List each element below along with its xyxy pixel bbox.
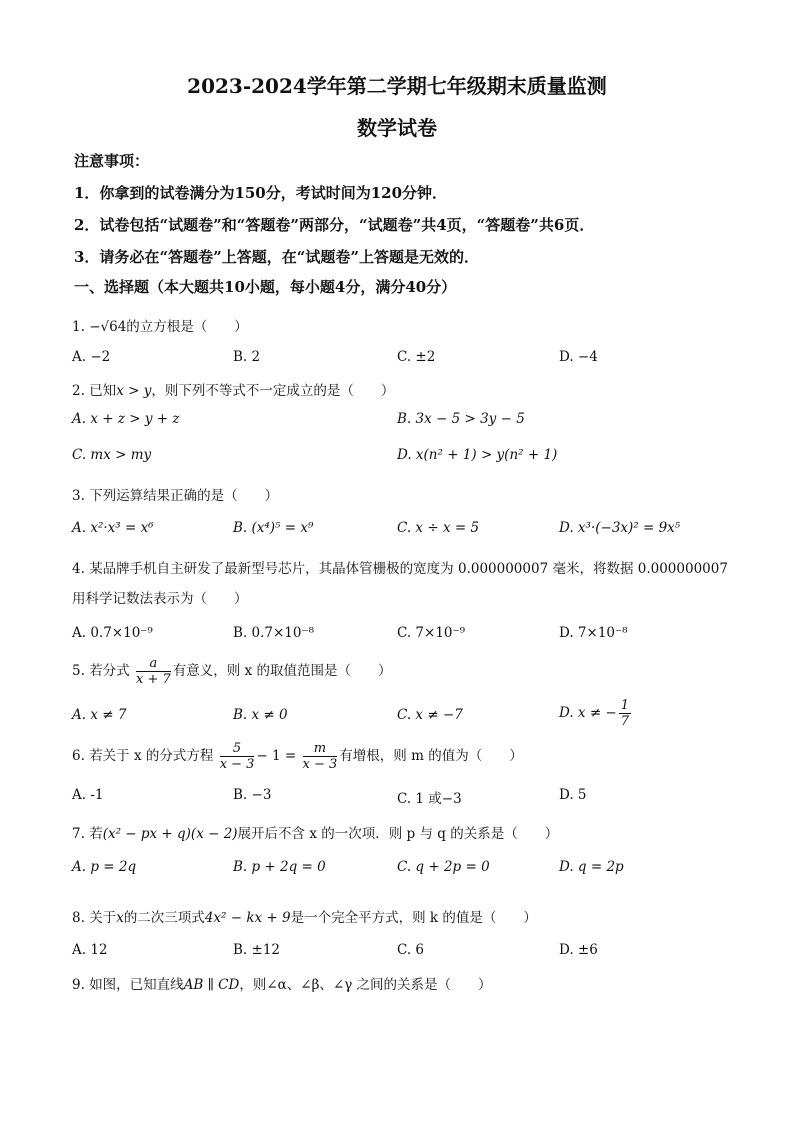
question-3 xyxy=(72,484,278,504)
option-b[interactable]: B. p + 2q = 0 xyxy=(233,859,326,875)
question-stem: 有增根，则 m 的值为（ ） xyxy=(339,748,523,764)
question-7-options xyxy=(72,859,752,883)
option-c[interactable]: C. 1 或−3 xyxy=(397,791,462,807)
fraction-denominator: x − 3 xyxy=(302,757,338,772)
question-4-line-2: 用科学记数法表示为（ ） xyxy=(72,591,248,607)
math-variable: x xyxy=(116,910,124,926)
question-1-options xyxy=(72,349,752,373)
option-a[interactable]: A. -1 xyxy=(72,787,104,803)
question-6 xyxy=(72,741,523,772)
option-b[interactable]: B. x ≠ 0 xyxy=(233,707,288,723)
exam-title: 2023-2024学年第二学期七年级期末质量监测 xyxy=(187,74,607,98)
fraction-left xyxy=(220,741,255,772)
option-d-text: D. x ≠ − xyxy=(559,705,617,721)
question-8-options xyxy=(72,942,752,966)
question-prefix: 若关于 x 的分式方程 xyxy=(89,748,214,764)
question-prefix: 如图，已知直线 xyxy=(89,977,184,993)
math-expression: −√64 xyxy=(89,319,127,335)
question-prefix: 关于 xyxy=(89,910,117,926)
question-4-options xyxy=(72,625,752,649)
option-b[interactable]: B. 2 xyxy=(233,349,261,365)
option-a[interactable]: A. 0.7×10⁻⁹ xyxy=(72,625,153,641)
question-stem: 是一个完全平方式，则 k 的值是（ ） xyxy=(290,910,537,926)
question-stem: 下列运算结果正确的是（ ） xyxy=(89,488,279,504)
option-c[interactable]: C. 7×10⁻⁹ xyxy=(397,625,466,641)
question-7 xyxy=(72,822,558,842)
option-a[interactable]: A. x ≠ 7 xyxy=(72,707,127,723)
option-d[interactable]: D. q = 2p xyxy=(559,859,624,875)
fraction-numerator: 1 xyxy=(620,698,630,713)
option-a[interactable]: A. 12 xyxy=(72,942,108,958)
option-c[interactable]: C. x ÷ x = 5 xyxy=(397,520,480,536)
question-2-options-row1 xyxy=(72,411,752,435)
fraction-denominator: x − 3 xyxy=(219,757,255,772)
question-stem: 有意义，则 x 的取值范围是（ ） xyxy=(172,663,392,679)
fraction-right xyxy=(303,741,338,772)
option-d[interactable]: D. 5 xyxy=(559,787,587,803)
option-d[interactable]: D. x(n² + 1) > y(n² + 1) xyxy=(397,447,558,463)
question-number: 6. xyxy=(72,748,85,764)
option-a[interactable]: A. x + z > y + z xyxy=(72,411,180,427)
fraction-numerator: a xyxy=(136,656,171,672)
question-2-options-row2 xyxy=(72,447,752,471)
option-c[interactable]: C. mx > my xyxy=(72,447,152,463)
question-prefix: 若分式 xyxy=(89,663,130,679)
option-c[interactable]: C. ±2 xyxy=(397,349,436,365)
option-b[interactable]: B. 3x − 5 > 3y − 5 xyxy=(397,411,525,427)
question-stem: ，则∠α、∠β、∠γ 之间的关系是（ ） xyxy=(239,977,492,993)
question-stem: 展开后不含 x 的一次项．则 p 与 q 的关系是（ ） xyxy=(237,826,559,842)
option-a[interactable]: A. p = 2q xyxy=(72,859,137,875)
section-title: 一、选择题（本大题共10小题，每小题4分，满分40分） xyxy=(74,278,457,296)
equation-middle: − 1 = xyxy=(256,748,297,764)
question-number: 3. xyxy=(72,488,85,504)
option-c[interactable]: C. 6 xyxy=(397,942,425,958)
option-c[interactable]: C. x ≠ −7 xyxy=(397,707,463,723)
option-b[interactable]: B. (x⁴)⁵ = x⁹ xyxy=(233,520,314,536)
exam-subtitle: 数学试卷 xyxy=(357,116,437,140)
option-a[interactable]: A. −2 xyxy=(72,349,111,365)
note-item-2: 2．试卷包括“试题卷”和“答题卷”两部分，“试题卷”共4页，“答题卷”共6页． xyxy=(74,216,595,234)
question-number: 2. xyxy=(72,383,85,399)
question-stem: 的立方根是（ ） xyxy=(126,319,248,335)
option-b[interactable]: B. −3 xyxy=(233,787,272,803)
question-prefix: 已知 xyxy=(89,383,117,399)
option-d[interactable]: D. ±6 xyxy=(559,942,598,958)
question-number: 7. xyxy=(72,826,85,842)
fraction-numerator: 5 xyxy=(220,741,255,757)
question-5 xyxy=(72,656,391,687)
option-d[interactable]: D. 7×10⁻⁸ xyxy=(559,625,628,641)
question-4 xyxy=(72,557,728,577)
fraction-denominator: 7 xyxy=(620,714,630,729)
math-expression: (x² − px + q)(x − 2) xyxy=(102,826,238,842)
note-item-3: 3．请务必在“答题卷”上答题，在“试题卷”上答题是无效的． xyxy=(74,248,479,266)
question-number: 9. xyxy=(72,977,85,993)
question-number: 4. xyxy=(72,561,85,577)
question-2 xyxy=(72,379,394,399)
option-d[interactable] xyxy=(559,698,633,729)
option-a[interactable]: A. x²·x³ = x⁶ xyxy=(72,520,154,536)
question-middle: 的二次三项式 xyxy=(123,910,205,926)
math-expression: x > y xyxy=(116,383,152,399)
notes-heading: 注意事项： xyxy=(74,152,150,170)
option-d[interactable]: D. −4 xyxy=(559,349,598,365)
question-number: 8. xyxy=(72,910,85,926)
option-b[interactable]: B. ±12 xyxy=(233,942,280,958)
question-number: 1. xyxy=(72,319,85,335)
question-9 xyxy=(72,973,492,993)
option-b[interactable]: B. 0.7×10⁻⁸ xyxy=(233,625,314,641)
fraction xyxy=(136,656,171,687)
question-8 xyxy=(72,906,537,926)
question-number: 5. xyxy=(72,663,85,679)
fraction xyxy=(619,698,631,729)
question-6-options xyxy=(72,787,752,811)
question-stem-line-1: 某品牌手机自主研发了最新型号芯片，其晶体管栅极的宽度为 0.000000007 毫米，将数据 0.000000007 xyxy=(89,561,728,577)
option-d[interactable]: D. x³·(−3x)² = 9x⁵ xyxy=(559,520,681,536)
fraction-numerator: m xyxy=(303,741,338,757)
question-3-options xyxy=(72,520,752,544)
math-expression: 4x² − kx + 9 xyxy=(204,910,291,926)
question-1 xyxy=(72,315,248,335)
question-5-options xyxy=(72,698,752,731)
math-expression: AB ∥ CD xyxy=(183,977,240,993)
note-item-1: 1．你拿到的试卷满分为150分，考试时间为120分钟． xyxy=(74,184,448,202)
option-c[interactable]: C. q + 2p = 0 xyxy=(397,859,490,875)
question-prefix: 若 xyxy=(89,826,103,842)
fraction-denominator: x + 7 xyxy=(135,672,171,687)
question-stem: ，则下列不等式不一定成立的是（ ） xyxy=(151,383,395,399)
